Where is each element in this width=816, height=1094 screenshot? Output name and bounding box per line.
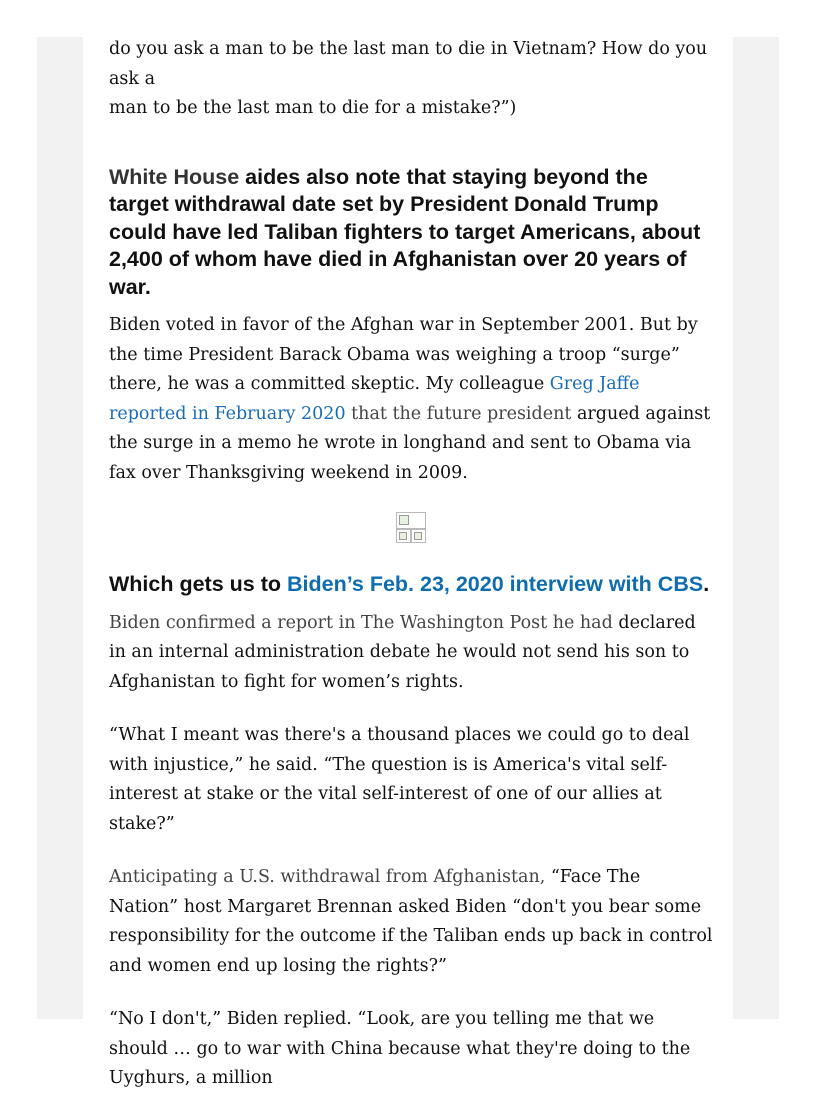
broken-image-icon — [411, 529, 426, 543]
paragraph-no-i-dont: “No I don't,” Biden replied. “Look, are you telling me that we should … go to war with China because what they're doing to the Uyghurs, a million — [109, 1009, 691, 1088]
para1-muted: that the future president — [345, 403, 572, 424]
para4-muted: Anticipating a U.S. withdrawal from Afghanistan, — [109, 867, 546, 887]
cbs-interview-link[interactable]: Biden’s Feb. 23, 2020 interview with CBS — [286, 572, 704, 596]
intro-paragraph — [109, 35, 713, 124]
para2-muted: Biden confirmed a report in The Washington Post he had — [109, 612, 613, 633]
para4-text-after: “Face The Nation” host Margaret Brennan asked Biden “don't you bear some responsibility for the outcome if the Taliban ends up back in control and women end up losing the rights?” — [109, 867, 713, 976]
left-gutter — [37, 37, 83, 1019]
subhead-lead: White House — [109, 164, 240, 189]
subhead2-lead: Which gets us to — [109, 572, 287, 596]
paragraph-biden-voted — [109, 311, 713, 488]
right-gutter — [733, 37, 779, 1019]
paragraph-quote-injustice: “What I meant was there's a thousand places we could go to deal with injustice,” he said. “The question is is America's vital self-interest at stake or the vital self-interest of one of our allies at stake?” — [109, 725, 690, 834]
greg-jaffe-link[interactable]: Greg Jaffe reported in February 2020 — [109, 374, 640, 424]
intro-line-2: man to be the last man to die for a mistake?”) — [109, 98, 517, 118]
intro-line-1: do you ask a man to be the last man to die in Vietnam? How do you ask a — [109, 39, 708, 89]
article-body — [109, 35, 713, 1094]
subhead-rest: aides also note that staying beyond the target withdrawal date set by President Donald Trump could have led Taliban fighters to target Americans, about 2,400 of whom have died in Afghanistan over 20 years of war. — [109, 164, 701, 299]
para1-text-before: Biden voted in favor of the Afghan war in September 2001. But by the time President Barack Obama was weighing a troop “surge” there, he was a committed skeptic. My colleague — [109, 315, 698, 394]
broken-image-row — [396, 529, 426, 543]
subhead-white-house — [109, 164, 713, 302]
paragraph-anticipating — [109, 863, 713, 981]
para2-text-after: declared in an internal administration debate he would not send his son to Afghanistan to fight for women’s rights. — [109, 612, 696, 692]
broken-image-icon — [396, 512, 426, 529]
subhead-cbs-interview — [109, 571, 713, 599]
subhead2-end: . — [703, 572, 710, 596]
broken-image-group — [109, 512, 713, 543]
paragraph-biden-confirmed — [109, 609, 713, 698]
para1-text-after: argued against the surge in a memo he wrote in longhand and sent to Obama via fax over Thanksgiving weekend in 2009. — [109, 403, 711, 483]
broken-image-icon — [396, 529, 411, 543]
